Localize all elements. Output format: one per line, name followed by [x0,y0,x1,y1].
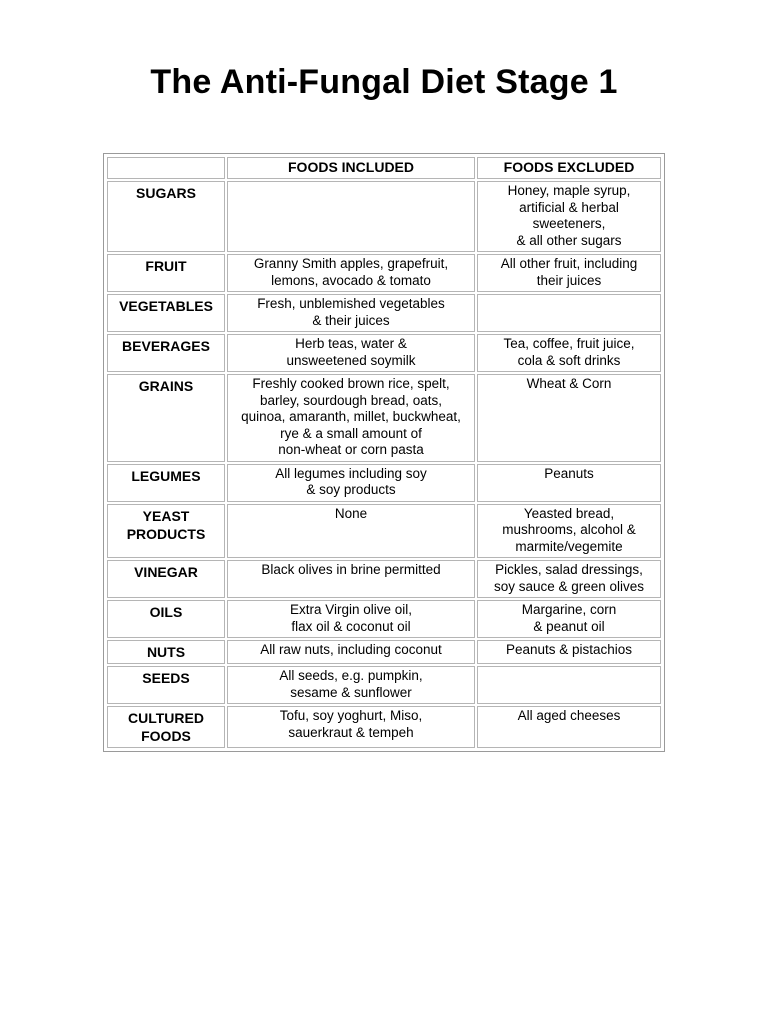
table-body [107,181,661,748]
row-category: YEAST PRODUCTS [107,504,225,559]
row-excluded: All other fruit, including their juices [477,254,661,292]
row-excluded: Peanuts [477,464,661,502]
row-excluded: Margarine, corn & peanut oil [477,600,661,638]
row-category: LEGUMES [107,464,225,502]
table-row [107,560,661,598]
row-included: Freshly cooked brown rice, spelt, barley, sourdough bread, oats, quinoa, amaranth, millet, buckwheat, rye & a small amount of non-wheat or corn pasta [227,374,475,462]
row-excluded [477,666,661,704]
row-included: Tofu, soy yoghurt, Miso, sauerkraut & tempeh [227,706,475,748]
table-row [107,294,661,332]
table-row [107,374,661,462]
table-row [107,181,661,252]
row-category: NUTS [107,640,225,664]
row-excluded [477,294,661,332]
table-row [107,464,661,502]
row-excluded: Yeasted bread, mushrooms, alcohol & marmite/vegemite [477,504,661,559]
row-included: All raw nuts, including coconut [227,640,475,664]
row-excluded: Pickles, salad dressings, soy sauce & green olives [477,560,661,598]
row-excluded: Peanuts & pistachios [477,640,661,664]
table-row [107,706,661,748]
row-included: All legumes including soy & soy products [227,464,475,502]
diet-table-container [103,153,665,752]
row-included: Extra Virgin olive oil, flax oil & coconut oil [227,600,475,638]
diet-table [105,155,663,750]
table-row [107,600,661,638]
row-category: VINEGAR [107,560,225,598]
row-category: CULTURED FOODS [107,706,225,748]
row-category: SUGARS [107,181,225,252]
table-row [107,504,661,559]
row-category: BEVERAGES [107,334,225,372]
row-included: None [227,504,475,559]
row-category: SEEDS [107,666,225,704]
row-excluded: All aged cheeses [477,706,661,748]
header-foods-included: FOODS INCLUDED [227,157,475,179]
table-header-row [107,157,661,179]
row-excluded: Tea, coffee, fruit juice, cola & soft drinks [477,334,661,372]
table-row [107,334,661,372]
header-foods-excluded: FOODS EXCLUDED [477,157,661,179]
row-excluded: Honey, maple syrup, artificial & herbal sweeteners, & all other sugars [477,181,661,252]
header-category [107,157,225,179]
row-included [227,181,475,252]
row-included: Herb teas, water & unsweetened soymilk [227,334,475,372]
row-included: Black olives in brine permitted [227,560,475,598]
row-category: GRAINS [107,374,225,462]
row-included: Fresh, unblemished vegetables & their juices [227,294,475,332]
table-row [107,254,661,292]
row-category: OILS [107,600,225,638]
page-title: The Anti-Fungal Diet Stage 1 [150,63,618,101]
row-included: Granny Smith apples, grapefruit, lemons, avocado & tomato [227,254,475,292]
row-excluded: Wheat & Corn [477,374,661,462]
table-row [107,640,661,664]
row-included: All seeds, e.g. pumpkin, sesame & sunflower [227,666,475,704]
table-row [107,666,661,704]
row-category: VEGETABLES [107,294,225,332]
row-category: FRUIT [107,254,225,292]
